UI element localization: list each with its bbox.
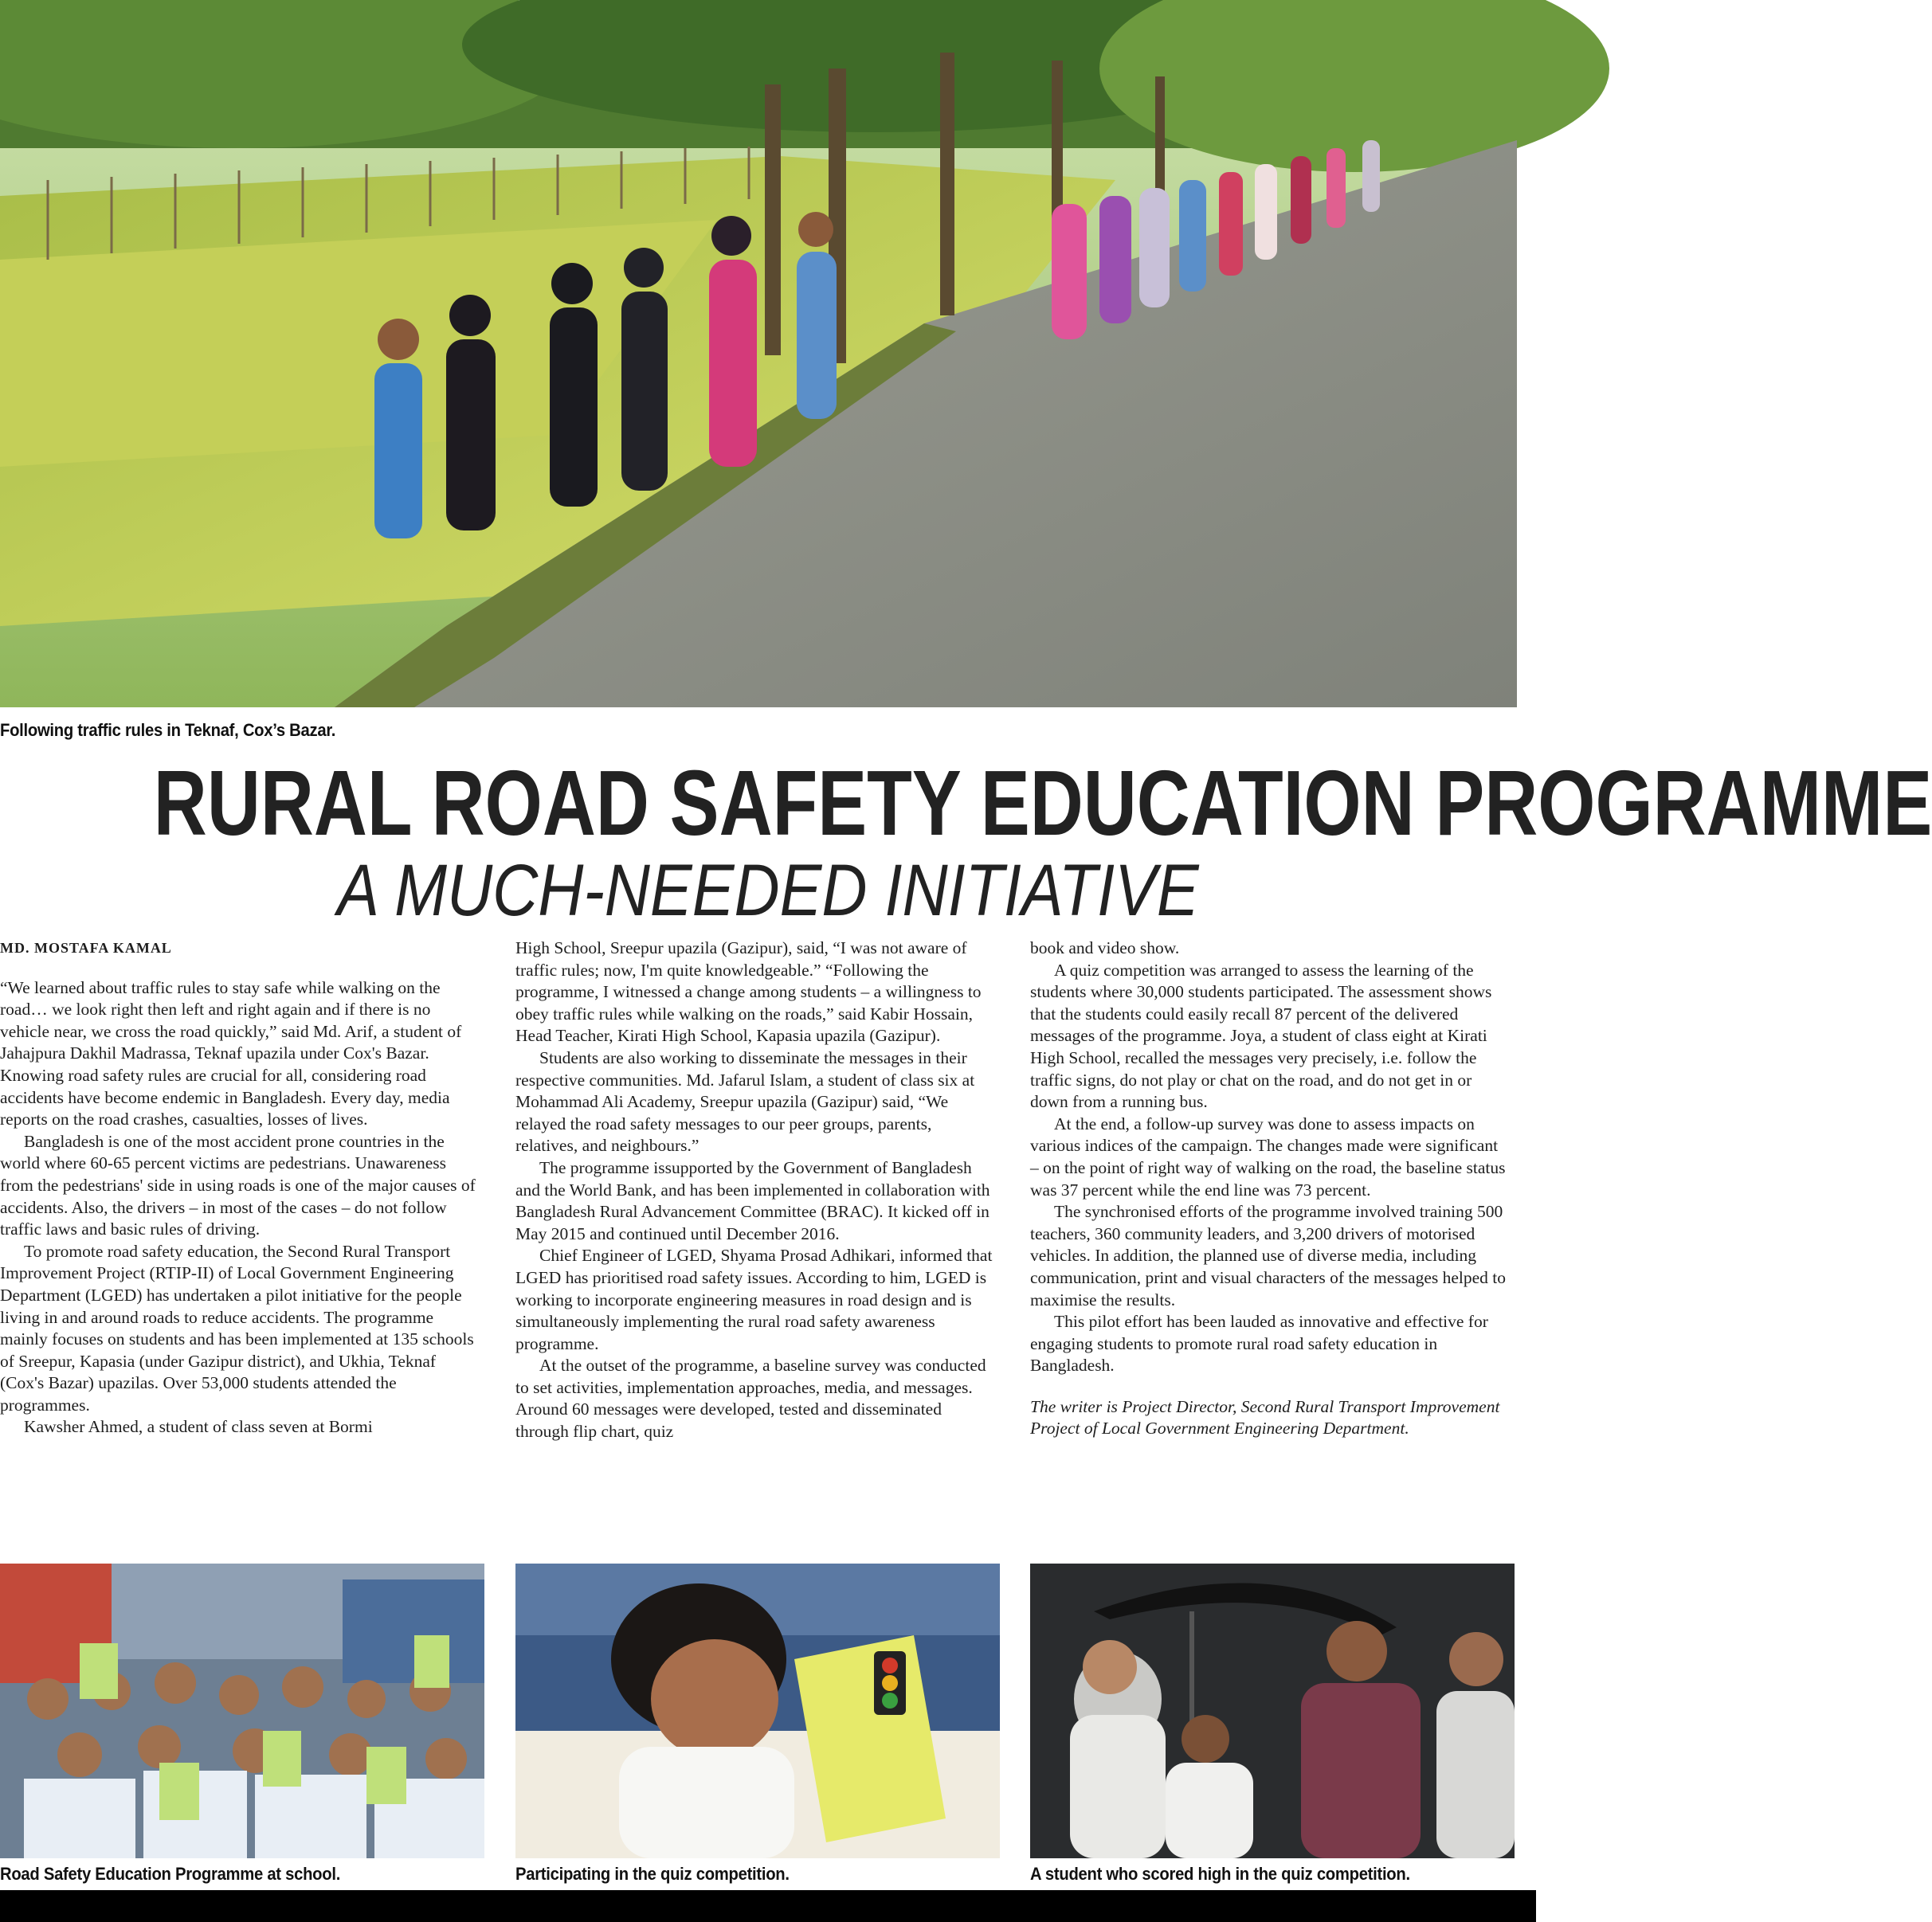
- paragraph: Bangladesh is one of the most accident prone countries in the world where 60-65 percent victims are pedestrians. Unawareness from the pedestrians' side in using roads is one of the major causes of accidents. Also, the drivers – in most of the cases – do not follow traffic laws and basic rules of driving.: [0, 1131, 476, 1239]
- page-bottom-bar: [0, 1890, 1536, 1922]
- hero-caption: Following traffic rules in Teknaf, Cox’s Bazar.: [0, 720, 336, 740]
- paragraph: The programme issupported by the Government of Bangladesh and the World Bank, and has been implemented in collaboration with Bangladesh Rural Advancement Committee (BRAC). It kicked off in May 2015 and continued until December 2016.: [515, 1157, 990, 1243]
- article-column-1: [0, 938, 478, 1543]
- hero-photo: [0, 21, 1517, 707]
- paragraph: High School, Sreepur upazila (Gazipur), said, “I was not aware of traffic rules; now, I'm quite knowledgeable.” “Following the programme, I witnessed a change among students – a willingness to obey traffic rules while walking on the roads,” said Kabir Hossain, Head Teacher, Kirati High School, Kapasia upazila (Gazipur).: [515, 938, 982, 1046]
- paragraph: Students are also working to disseminate the messages in their respective communities. Md. Jafarul Islam, a student of class six at Mohammad Ali Academy, Sreepur upazila (Gazipur) said, “We relayed the road safety messages to our peer groups, parents, relatives, and neighbours.”: [515, 1047, 975, 1156]
- article-column-3: [1030, 938, 1508, 1543]
- school-photo: [0, 1564, 484, 1858]
- paragraph: At the outset of the programme, a baseline survey was conducted to set activities, implementation approaches, media, and messages. Around 60 messages were developed, tested and disseminated through flip chart, quiz: [515, 1356, 986, 1442]
- quiz-photo: [515, 1564, 1000, 1858]
- paragraph: The synchronised efforts of the programme involved training 500 teachers, 360 community leaders, and 3,200 drivers of motorised vehicles. In addition, the planned use of diverse media, including communication, print and visual characters of the messages helped to maximise the results.: [1030, 1202, 1507, 1309]
- school-photo-caption: Road Safety Education Programme at school.: [0, 1864, 341, 1884]
- subhead: A MUCH-NEEDED INITIATIVE: [337, 850, 1199, 931]
- article-column-2: [515, 938, 993, 1543]
- paragraph: This pilot effort has been lauded as innovative and effective for engaging students to promote rural road safety education in Bangladesh.: [1030, 1312, 1488, 1376]
- paragraph: book and video show.: [1030, 938, 1180, 957]
- winner-photo: [1030, 1564, 1515, 1858]
- author-note: The writer is Project Director, Second Rural Transport Improvement Project of Local Government Engineering Department.: [1030, 1396, 1500, 1439]
- quiz-photo-caption: Participating in the quiz competition.: [515, 1864, 790, 1884]
- paragraph: To promote road safety education, the Second Rural Transport Improvement Project (RTIP-II) of Local Government Engineering Department (LGED) has undertaken a pilot initiative for the people living in and around roads to reduce accidents. The programme mainly focuses on students and has been implemented at 135 schools of Sreepur, Kapasia (under Gazipur district), and Ukhia, Teknaf (Cox's Bazar) upazilas. Over 53,000 students attended the programmes.: [0, 1241, 474, 1415]
- paragraph: A quiz competition was arranged to assess the learning of the students where 30,000 students participated. The assessment shows that the students could easily recall 87 percent of the delivered messages of the programme. Joya, a student of class eight at Kirati High School, recalled the messages very precisely, i.e. follow the traffic signs, do not play or chat on the road, and do not get in or down from a running bus.: [1030, 960, 1492, 1112]
- paragraph: Chief Engineer of LGED, Shyama Prosad Adhikari, informed that LGED has prioritised road safety issues. According to him, LGED is working to incorporate engineering measures in road design and is simultaneously implementing the rural road safety awareness programme.: [515, 1246, 993, 1353]
- paragraph: “We learned about traffic rules to stay safe while walking on the road… we look right then left and right again and if there is no vehicle near, we cross the road quickly,” said Md. Arif, a student of Jahajpura Dakhil Madrassa, Teknaf upazila under Cox's Bazar. Knowing road safety rules are crucial for all, considering road accidents have become endemic in Bangladesh. Every day, media reports on the road crashes, casualties, losses of lives.: [0, 977, 462, 1129]
- headline: RURAL ROAD SAFETY EDUCATION PROGRAMME: [153, 751, 1932, 855]
- paragraph: At the end, a follow-up survey was done to assess impacts on various indices of the campaign. The changes made were significant – on the point of right way of walking on the road, the baseline status was 37 percent while the end line was 73 percent.: [1030, 1114, 1506, 1200]
- winner-photo-caption: A student who scored high in the quiz competition.: [1030, 1864, 1410, 1884]
- paragraph: Kawsher Ahmed, a student of class seven at Bormi: [24, 1417, 373, 1437]
- byline: MD. MOSTAFA KAMAL: [0, 940, 172, 956]
